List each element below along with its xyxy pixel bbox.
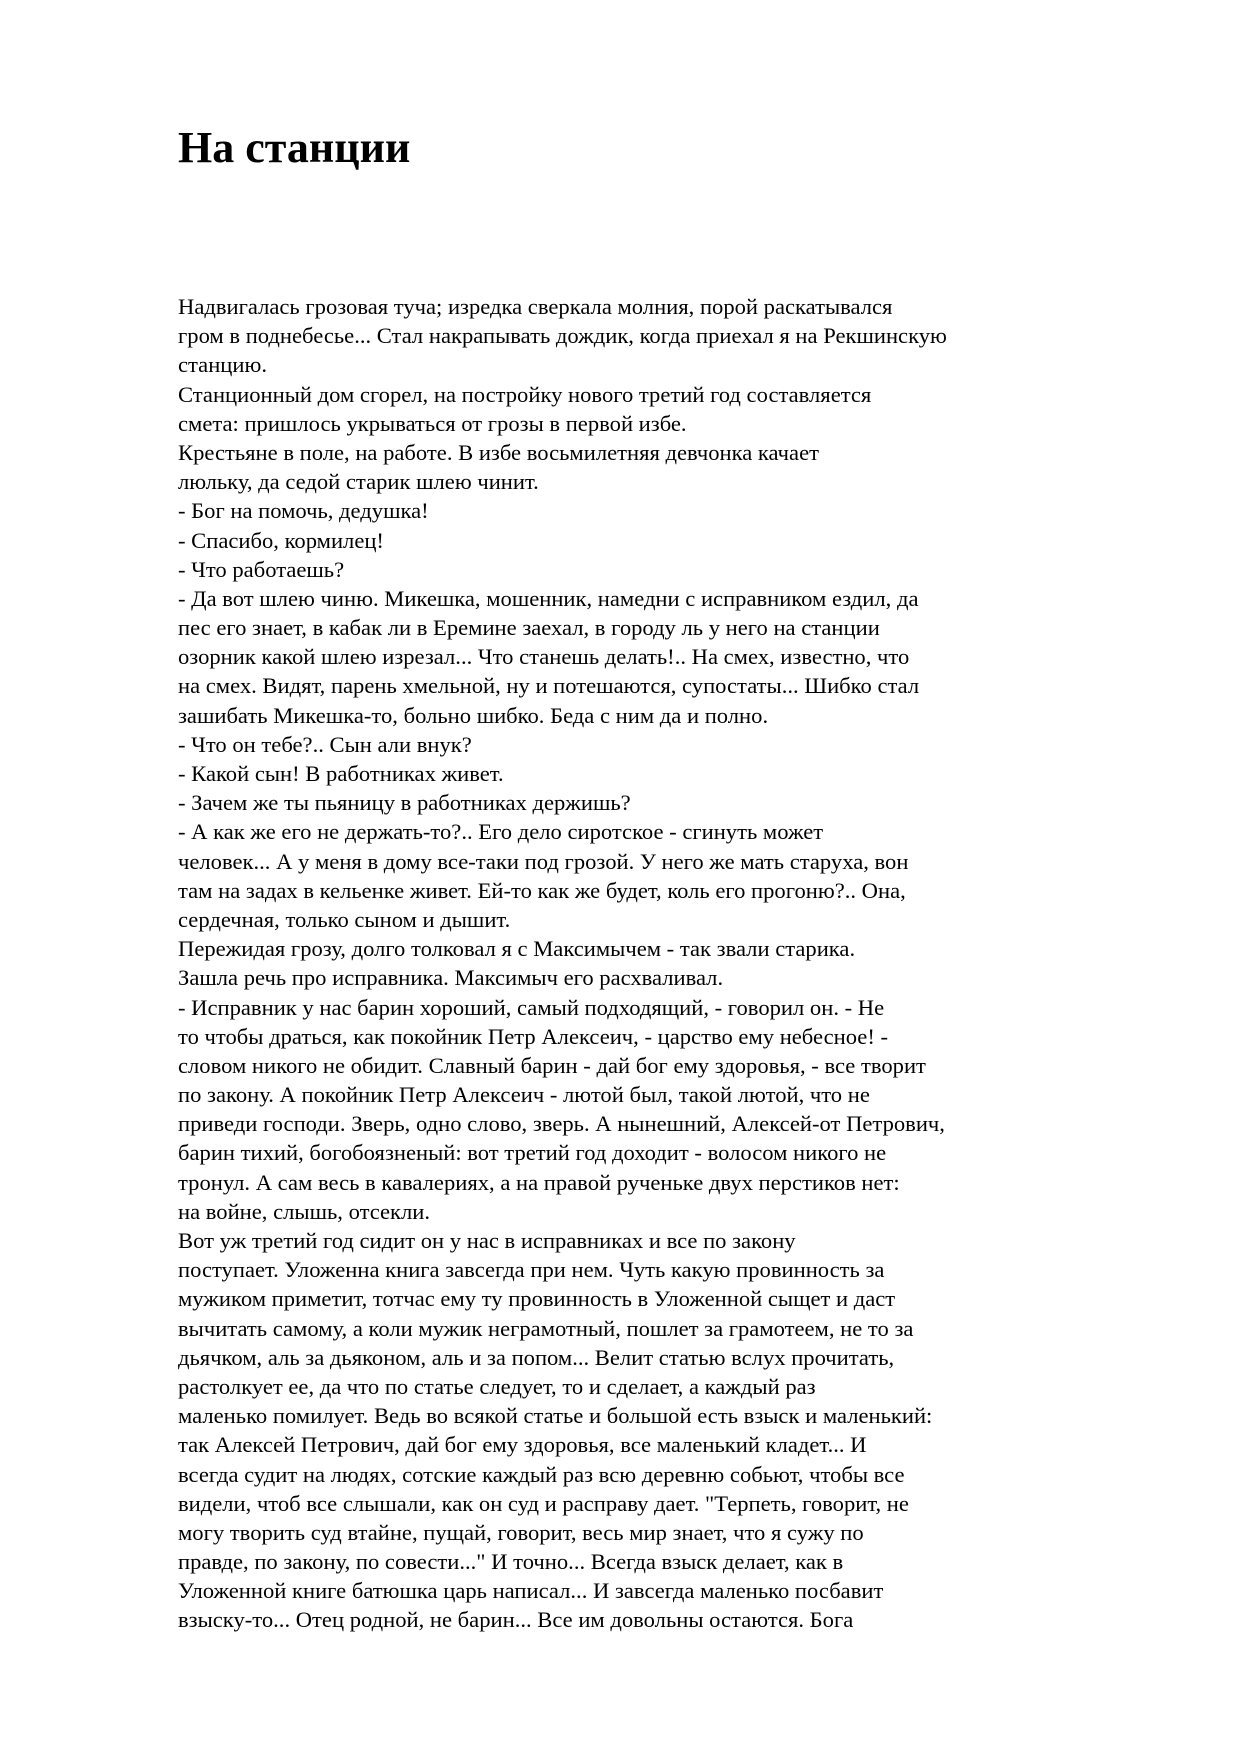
- page-title: На станции: [178, 123, 411, 172]
- text-line: правде, по закону, по совести..." И точно... Всегда взыск делает, как в: [178, 1549, 844, 1575]
- text-line: Крестьяне в поле, на работе. В избе восьмилетняя девчонка качает: [178, 439, 819, 465]
- text-line: могу творить суд втайне, пущай, говорит, весь мир знает, что я сужу по: [178, 1519, 864, 1545]
- text-line: Станционный дом сгорел, на постройку нового третий год составляется: [178, 381, 872, 407]
- text-line: Вот уж третий год сидит он у нас в исправниках и все по закону: [178, 1228, 796, 1253]
- text-line: всегда судит на людях, сотские каждый раз всю деревню собьют, чтобы все: [178, 1461, 905, 1487]
- text-line: пес его знает, в кабак ли в Еремине заехал, в городу ль у него на станции: [178, 615, 880, 641]
- text-line: смета: пришлось укрываться от грозы в первой избе.: [178, 410, 687, 436]
- text-line: по закону. А покойник Петр Алексеич - лютой был, такой лютой, что не: [178, 1082, 870, 1108]
- story-text: [178, 292, 1078, 1635]
- text-line: Уложенной книге батюшка царь написал... И завсегда маленько посбавит: [178, 1578, 884, 1604]
- text-line: - Зачем же ты пьяницу в работниках держишь?: [178, 790, 631, 816]
- text-line: Зашла речь про исправника. Максимыч его расхваливал.: [178, 965, 724, 991]
- text-line: взыску-то... Отец родной, не барин... Все им довольны остаются. Бога: [178, 1607, 854, 1633]
- text-line: человек... А у меня в дому все-таки под грозой. У него же мать старуха, вон: [178, 848, 909, 874]
- text-line: тронул. А сам весь в кавалериях, а на правой рученьке двух перстиков нет:: [178, 1169, 900, 1195]
- text-line: Надвигалась грозовая туча; изредка сверкала молния, порой раскатывался: [178, 294, 893, 319]
- text-line: словом никого не обидит. Славный барин - дай бог ему здоровья, - все творит: [178, 1052, 926, 1078]
- text-line: маленько помилует. Ведь во всякой статье и большой есть взыск и маленький:: [178, 1403, 933, 1429]
- text-line: - Какой сын! В работниках живет.: [178, 761, 504, 786]
- text-line: - Что он тебе?.. Сын али внук?: [178, 731, 472, 757]
- text-line: - А как же его не держать-то?.. Его дело сиротское - сгинуть может: [178, 819, 824, 845]
- text-line: - Бог на помочь, дедушка!: [178, 498, 429, 524]
- text-line: Пережидая грозу, долго толковал я с Максимычем - так звали старика.: [178, 936, 856, 962]
- text-line: видели, чтоб все слышали, как он суд и расправу дает. "Терпеть, говорит, не: [178, 1490, 909, 1516]
- text-line: сердечная, только сыном и дышит.: [178, 906, 511, 932]
- text-line: так Алексей Петрович, дай бог ему здоровья, все маленький кладет... И: [178, 1432, 867, 1458]
- text-line: приведи господи. Зверь, одно слово, зверь. А нынешний, Алексей-от Петрович,: [178, 1111, 945, 1137]
- text-line: барин тихий, богобоязненый: вот третий год доходит - волосом никого не: [178, 1140, 887, 1166]
- text-line: там на задах в кельенке живет. Ей-то как же будет, коль его прогоню?.. Она,: [178, 877, 906, 903]
- text-line: люльку, да седой старик шлею чинит.: [178, 469, 539, 495]
- text-line: вычитать самому, а коли мужик неграмотный, пошлет за грамотеем, не то за: [178, 1315, 914, 1341]
- text-line: зашибать Микешка-то, больно шибко. Беда с ним да и полно.: [178, 702, 769, 728]
- text-line: растолкует ее, да что по статье следует, то и сделает, а каждый раз: [178, 1373, 816, 1399]
- text-line: озорник какой шлею изрезал... Что станешь делать!.. На смех, известно, что: [178, 644, 910, 670]
- text-line: - Да вот шлею чиню. Микешка, мошенник, намедни с исправником ездил, да: [178, 585, 919, 611]
- text-line: - Что работаешь?: [178, 556, 345, 582]
- text-line: гром в поднебесье... Стал накрапывать дождик, когда приехал я на Рекшинскую: [178, 323, 947, 349]
- text-line: на войне, слышь, отсекли.: [178, 1198, 431, 1224]
- text-line: - Исправник у нас барин хороший, самый подходящий, - говорил он. - Не: [178, 994, 885, 1020]
- text-line: мужиком приметит, тотчас ему ту провинность в Уложенной сыщет и даст: [178, 1286, 896, 1312]
- text-line: станцию.: [178, 352, 268, 378]
- text-line: - Спасибо, кормилец!: [178, 527, 384, 553]
- text-line: то чтобы драться, как покойник Петр Алексеич, - царство ему небесное! -: [178, 1023, 889, 1049]
- text-line: поступает. Уложенна книга завсегда при нем. Чуть какую провинность за: [178, 1257, 885, 1283]
- text-line: на смех. Видят, парень хмельной, ну и потешаются, супостаты... Шибко стал: [178, 673, 920, 699]
- text-line: дьячком, аль за дьяконом, аль и за попом... Велит статью вслух прочитать,: [178, 1344, 895, 1370]
